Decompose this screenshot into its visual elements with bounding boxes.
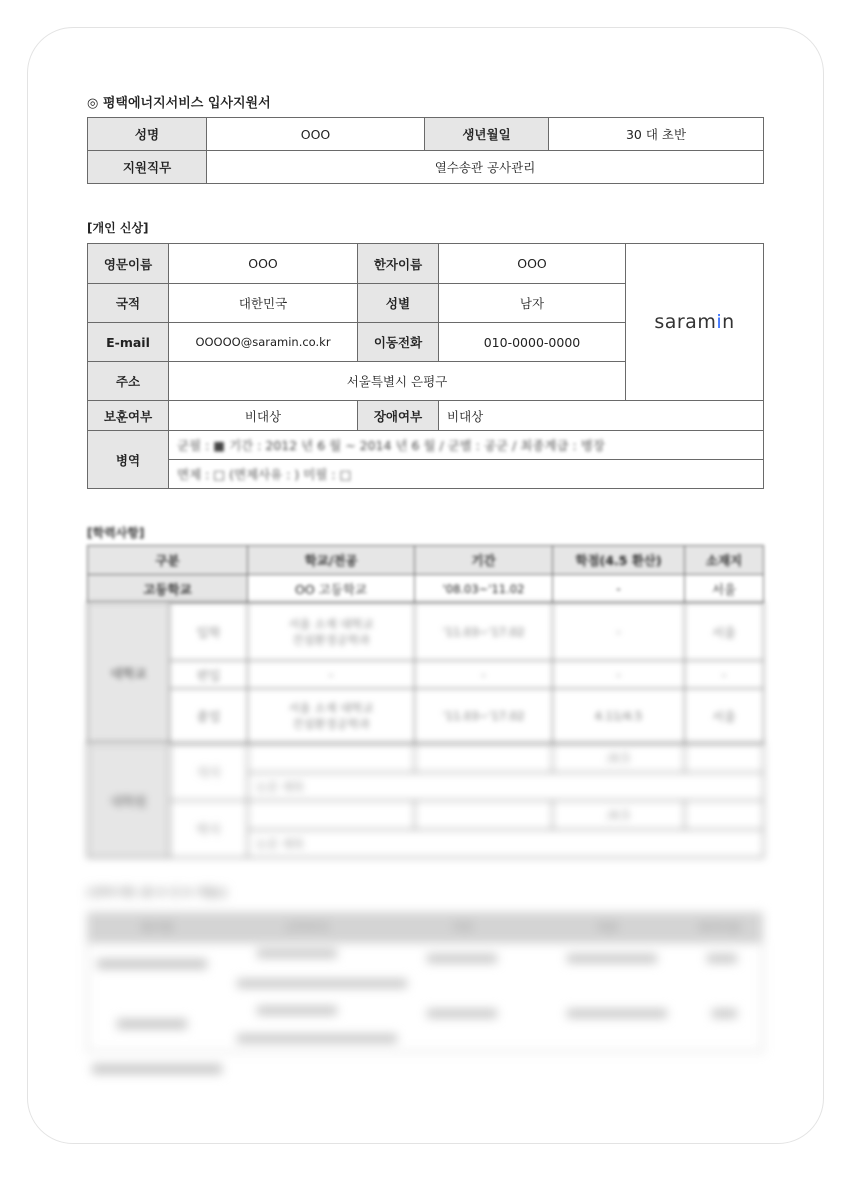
personal-heading: [개인 신상] xyxy=(87,221,149,235)
grad-row-note: 논문 제목 xyxy=(248,773,764,801)
univ-row-sub: 입학 xyxy=(170,603,248,661)
univ-row-school: - xyxy=(248,661,415,689)
veteran-value: 비대상 xyxy=(169,401,358,431)
univ-row-period: '11.03~'17.02 xyxy=(415,689,553,744)
univ-row-location: 서울 xyxy=(685,603,764,661)
edu-header-gpa: 학점(4.5 환산) xyxy=(553,546,685,575)
univ-row-gpa: 4.11/4.5 xyxy=(553,689,685,744)
name-value: OOO xyxy=(207,118,425,151)
job-value: 열수송관 공사관리 xyxy=(207,151,764,184)
eng-name-label: 영문이름 xyxy=(88,244,169,284)
univ-row-period: - xyxy=(415,661,553,689)
disability-label: 장애여부 xyxy=(358,401,439,431)
univ-row-location: 서울 xyxy=(685,689,764,744)
grad-row-sub: 박사 xyxy=(170,801,248,858)
grad-row-gpa: /4.5 xyxy=(553,801,685,830)
personal-table xyxy=(87,243,764,489)
hanja-value: OOO xyxy=(439,244,626,284)
nation-label: 국적 xyxy=(88,284,169,323)
univ-row-gpa: - xyxy=(553,603,685,661)
military-label: 병역 xyxy=(88,431,169,489)
highschool-school: OO 고등학교 xyxy=(248,575,415,603)
birth-value: 30 대 초반 xyxy=(549,118,764,151)
photo-cell xyxy=(626,244,764,401)
univ-row-location: - xyxy=(685,661,764,689)
grad-row-sub: 석사 xyxy=(170,744,248,801)
grad-row-note: 논문 제목 xyxy=(248,830,764,858)
univ-row-period: '11.03~'17.02 xyxy=(415,603,553,661)
hanja-label: 한자이름 xyxy=(358,244,439,284)
career-headers: 회사명 근무부서 기간 직위 퇴직사유 xyxy=(141,921,742,934)
highschool-location: 서울 xyxy=(685,575,764,603)
grad-row-gpa: /4.5 xyxy=(553,744,685,773)
summary-table xyxy=(87,117,764,184)
highschool-gpa: - xyxy=(553,575,685,603)
name-label: 성명 xyxy=(88,118,207,151)
gender-label: 성별 xyxy=(358,284,439,323)
blurred-career-section xyxy=(87,884,763,1084)
univ-row-school: 서울 소재 대학교 건설환경공학과 xyxy=(248,603,415,661)
education-table-top xyxy=(87,545,764,603)
grad-label: 대학원 xyxy=(88,744,170,858)
gender-value: 남자 xyxy=(439,284,626,323)
military-line-2: 면제 : □ (면제사유 : ) 미필 : □ xyxy=(169,460,764,489)
birth-label: 생년월일 xyxy=(425,118,549,151)
nation-value: 대한민국 xyxy=(169,284,358,323)
univ-row-sub: 편입 xyxy=(170,661,248,689)
edu-header-type: 구분 xyxy=(88,546,248,575)
edu-header-location: 소재지 xyxy=(685,546,764,575)
address-value: 서울특별시 은평구 xyxy=(169,362,626,401)
education-table-grad xyxy=(87,743,764,858)
career-heading: [경력사항 (총 0 년 0 개월)] xyxy=(87,886,227,899)
eng-name-value: OOO xyxy=(169,244,358,284)
disability-value: 비대상 xyxy=(439,401,764,431)
veteran-label: 보훈여부 xyxy=(88,401,169,431)
univ-row-school: 서울 소재 대학교 건설환경공학과 xyxy=(248,689,415,744)
edu-header-period: 기간 xyxy=(415,546,553,575)
document-title: ◎ 평택에너지서비스 입사지원서 xyxy=(87,96,271,111)
highschool-label: 고등학교 xyxy=(88,575,248,603)
address-label: 주소 xyxy=(88,362,169,401)
job-label: 지원직무 xyxy=(88,151,207,184)
saramin-logo: saramin xyxy=(654,311,735,333)
univ-row-gpa: - xyxy=(553,661,685,689)
highschool-period: '08.03~'11.02 xyxy=(415,575,553,603)
education-heading: [학력사항] xyxy=(87,526,145,540)
email-label: E-mail xyxy=(88,323,169,362)
education-table-univ xyxy=(87,602,764,744)
edu-header-school: 학교/전공 xyxy=(248,546,415,575)
military-line-1: 군필 : ■ 기간 : 2012 년 6 월 ~ 2014 년 6 월 / 군별 : 공군 / 최종계급 : 병장 xyxy=(169,431,764,460)
email-value: OOOOO@saramin.co.kr xyxy=(169,323,358,362)
phone-label: 이동전화 xyxy=(358,323,439,362)
univ-row-sub: 졸업 xyxy=(170,689,248,744)
univ-label: 대학교 xyxy=(88,603,170,744)
phone-value: 010-0000-0000 xyxy=(439,323,626,362)
